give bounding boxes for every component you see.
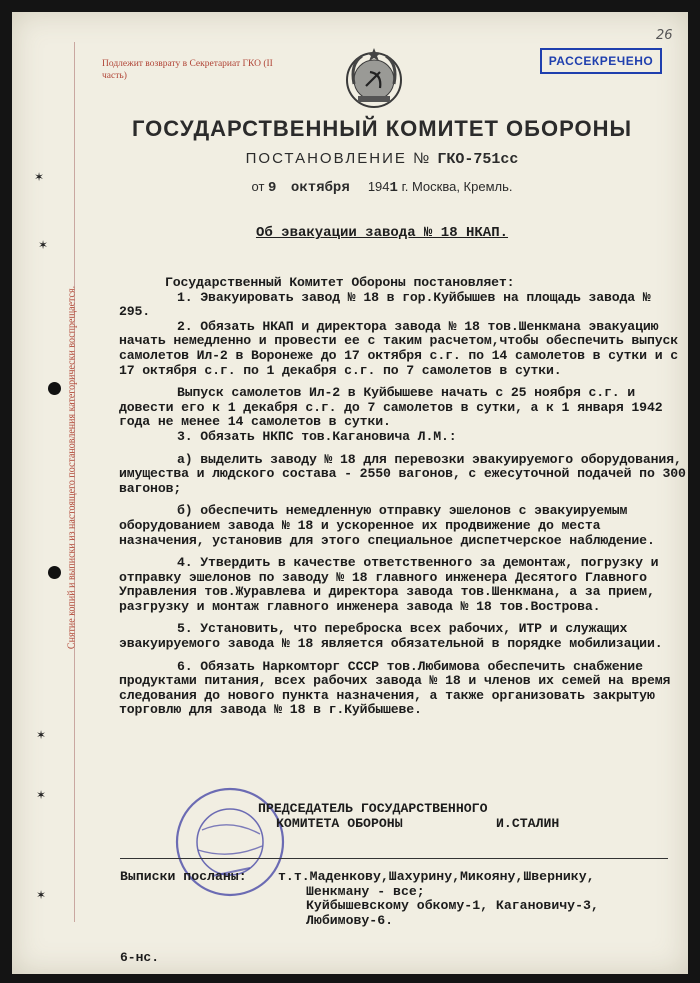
distribution-list: [120, 870, 688, 928]
binding-mark-icon: ✶: [34, 170, 45, 184]
dateline: [72, 179, 688, 196]
decree-body: [119, 276, 688, 718]
year-suffix: 1: [389, 180, 398, 196]
date-day: 9: [268, 180, 277, 196]
decree-heading: [72, 150, 688, 168]
binding-mark-icon: ✶: [36, 888, 47, 902]
signature-title-line2: КОМИТЕТА ОБОРОНЫ: [276, 815, 403, 831]
distribution-label: Выписки посланы:: [120, 869, 247, 884]
decree-paragraph: 2. Обязать НКАП и директора завода № 18 тов.Шенкмана эвакуацию начать немедленно и провести ее с таким расчетом,чтобы обеспечить выпуск самолетов Ил-2 в Воронеже до 17 октября с.г. по 14 самолетов в сутки и с 17 октября с.г. по 1 декабря с.г. по 7 самолетов в сутки.: [119, 318, 678, 378]
decree-paragraph: а) выделить заводу № 18 для перевозки эвакуируемого оборудования, имущества и людского состава - 2550 вагонов, с ежесуточной подачей по 300 вагонов;: [119, 451, 686, 496]
decree-paragraph: б) обеспечить немедленную отправку эшелонов с эвакуируемым оборудованием завода № 18 и ускоренное их продвижение до места назначения, установив для этого специальное диспетчерское наблюдение.: [119, 503, 655, 548]
decree-paragraph: Выпуск самолетов Ил-2 в Куйбышеве начать с 25 ноября с.г. и довести его к 1 декабря с.г. до 7 самолетов в сутки, а к 1 января 1942 года не менее 14 самолетов в сутки.: [119, 385, 663, 430]
date-month: октября: [290, 180, 350, 196]
punch-hole-icon: [48, 566, 61, 579]
year-prefix: 194: [367, 179, 390, 194]
signature-block: [120, 802, 620, 832]
punch-hole-icon: [48, 382, 61, 395]
date-prefix: от: [251, 179, 265, 194]
return-note: Подлежит возврату в Секретариат ГКО (II часть): [102, 59, 273, 81]
decree-paragraph: 6. Обязать Наркомторг СССР тов.Любимова обеспечить снабжение продуктами питания, всех рабочих завода № 18 и членов их семей на время следования до нового пункта назначения, а также организовать закрытую торговлю для завода № 18 в г.Куйбышеве.: [119, 658, 671, 718]
distribution-line4: Любимову-6.: [306, 912, 394, 928]
decree-number: ГКО-751сс: [437, 151, 519, 168]
document-page: [12, 12, 688, 974]
binding-mark-icon: ✶: [38, 238, 49, 252]
footer-code: 6-нс.: [120, 950, 160, 965]
distribution-line2: Шенкману - все;: [306, 883, 425, 899]
decree-paragraph: Государственный Комитет Обороны постановляет:: [165, 275, 515, 290]
decree-label: ПОСТАНОВЛЕНИЕ №: [245, 150, 432, 167]
committee-title: ГОСУДАРСТВЕННЫЙ КОМИТЕТ ОБОРОНЫ: [131, 116, 633, 141]
binding-mark-icon: ✶: [36, 728, 47, 742]
binding-mark-icon: ✶: [36, 788, 47, 802]
decree-paragraph: 3. Обязать НКПС тов.Кагановича Л.М.:: [177, 428, 457, 444]
decree-paragraph: 4. Утвердить в качестве ответственного за демонтаж, погрузку и отправку эшелонов по заводу № 18 главного инженера Десятого Главного Управления тов.Журавлева и директора завода тов.Шенкмана, а за прием, разгрузку и монтаж главного инженера завода № 18 тов.Вострова.: [119, 555, 659, 614]
divider: [120, 858, 668, 859]
distribution-line1: т.т.Маденкову,Шахурину,Микояну,Швернику,: [278, 869, 595, 884]
declassified-stamp: РАССЕКРЕЧЕНО: [540, 48, 662, 74]
distribution-line3: Куйбышевскому обкому-1, Кагановичу-3,: [306, 898, 599, 914]
decree-paragraph: 5. Установить, что переброска всех рабочих, ИТР и служащих эвакуируемого завода № 18 является обязательной в порядке мобилизации.: [119, 621, 663, 652]
signatory-name: И.СТАЛИН: [496, 815, 560, 831]
archive-page-number: 26: [656, 28, 673, 43]
ussr-emblem-icon: [340, 44, 408, 112]
document-subject: Об эвакуации завода № 18 НКАП.: [255, 225, 509, 241]
decree-paragraph: 1. Эвакуировать завод № 18 в гор.Куйбышев на площадь завода № 295.: [119, 289, 651, 320]
signature-title-line1: ПРЕДСЕДАТЕЛЬ ГОСУДАРСТВЕННОГО: [258, 801, 488, 816]
side-note-vertical: Снятие копий и выписки из настоящего постановления категорически воспрещается.: [66, 285, 78, 650]
place: г. Москва, Кремль.: [401, 179, 513, 194]
